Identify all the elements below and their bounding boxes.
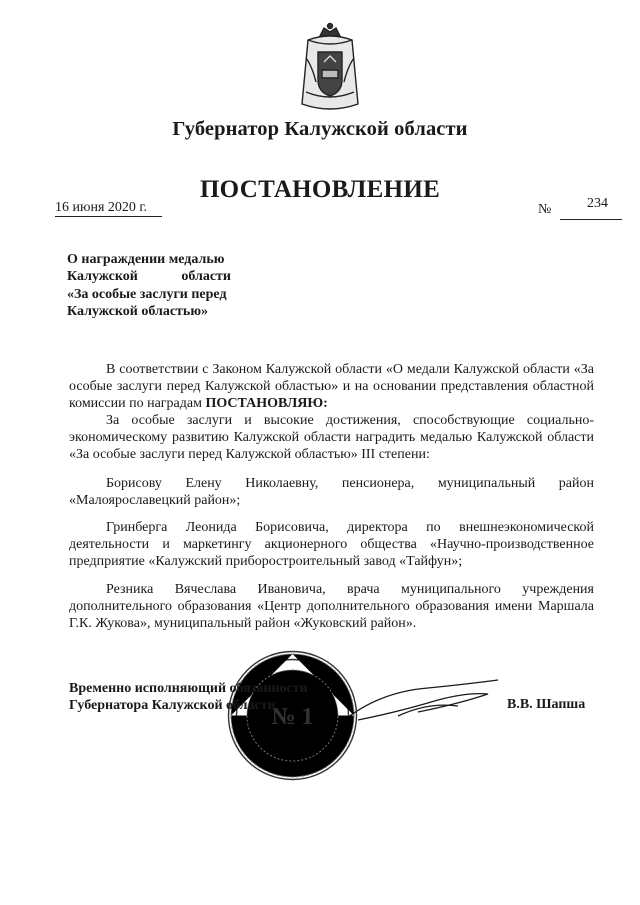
recipient-paragraph (69, 475, 594, 509)
signer-position-line: Губернатора Калужской области (69, 698, 276, 714)
document-subject (67, 251, 231, 320)
number-underline (560, 219, 622, 220)
handwritten-signature (338, 672, 508, 732)
subject-word: Калужской (67, 269, 138, 285)
signer-position-line: Временно исполняющий обязанности (69, 681, 308, 696)
document-date: 16 июня 2020 г. (55, 200, 148, 215)
number-sign: № (538, 202, 552, 217)
issuing-authority: Губернатор Калужской области (172, 118, 468, 140)
stamp-number: № 1 (271, 704, 314, 730)
recipient-text: Гринберга Леонида Борисовича, директора по внешнеэкономической деятельности и маркетингу акционерного общества «Научно-производственное предприятие «Калужский приборостроительный завод «Тайфун»; (69, 520, 594, 570)
decree-word: ПОСТАНОВЛЯЮ: (205, 396, 328, 412)
subject-line: «За особые заслуги перед (67, 286, 227, 302)
coat-of-arms-emblem (298, 22, 362, 114)
award-paragraph (69, 412, 594, 464)
official-stamp (225, 648, 360, 783)
signer-name: В.В. Шапша (507, 697, 586, 712)
subject-line: О награждении медалью (67, 252, 225, 267)
document-number: 234 (587, 196, 608, 211)
recipient-text: Борисову Елену Николаевну, пенсионера, муниципальный район «Малоярославецкий район»; (69, 476, 594, 509)
award-text: За особые заслуги и высокие достижения, способствующие социально-экономическому развитию Калужской области наградить медалью Калужской области «За особые заслуги перед Калужской областью» III степени: (69, 413, 594, 463)
subject-line (67, 268, 231, 285)
intro-paragraph (69, 361, 594, 413)
subject-word: области (181, 269, 231, 285)
date-underline (55, 216, 162, 217)
recipient-text: Резника Вячеслава Ивановича, врача муниципального учреждения дополнительного образования «Центр дополнительного образования имени Маршала Г.К. Жукова», муниципальный район «Жуковский район». (69, 582, 594, 632)
subject-line: Калужской областью» (67, 303, 209, 319)
intro-text: В соответствии с Законом Калужской области «О медали Калужской области «За особые заслуги перед Калужской областью» и на основании представления областной комиссии по наградам (69, 362, 594, 412)
signer-position (69, 680, 308, 715)
recipient-paragraph (69, 581, 594, 633)
recipient-paragraph (69, 519, 594, 571)
document-type-title: ПОСТАНОВЛЕНИЕ (199, 176, 441, 203)
